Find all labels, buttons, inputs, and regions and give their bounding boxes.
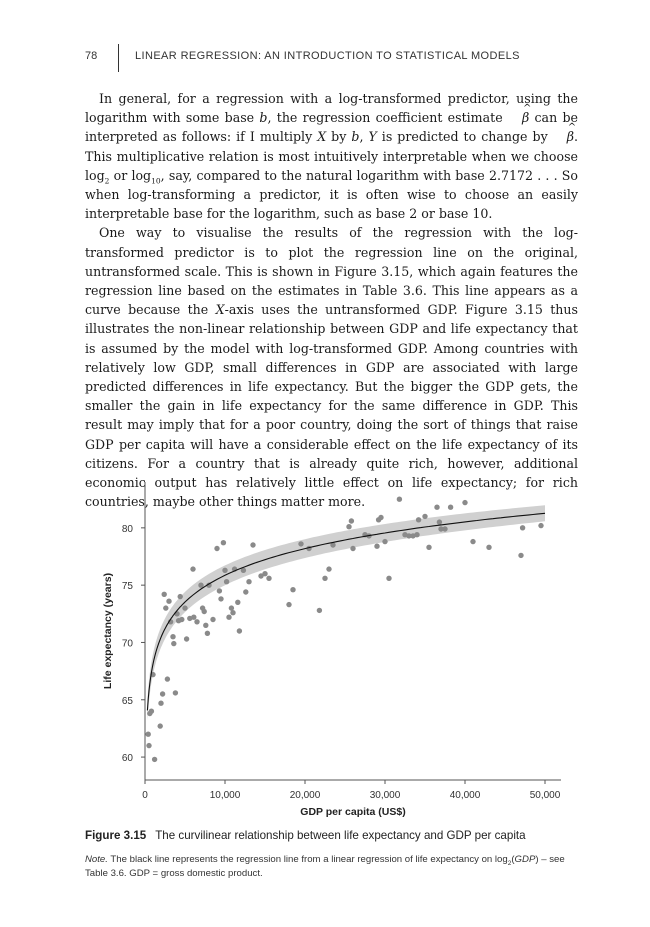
- var-y: Y: [368, 129, 377, 145]
- text-run: (: [511, 854, 515, 865]
- data-point: [178, 594, 183, 599]
- data-point: [162, 592, 167, 597]
- text-run: is predicted to change by: [376, 129, 553, 145]
- subscript: 2: [507, 859, 512, 867]
- x-tick-label: 0: [142, 790, 148, 801]
- header-divider: [118, 44, 119, 72]
- data-point: [246, 579, 251, 584]
- data-point: [317, 608, 322, 613]
- data-point: [520, 525, 525, 530]
- scatter-chart: [96, 476, 576, 822]
- data-point: [222, 568, 227, 573]
- data-point: [442, 526, 447, 531]
- var-x: X: [317, 129, 327, 145]
- data-point: [229, 605, 234, 610]
- x-tick-label: 40,000: [449, 790, 481, 801]
- data-point: [448, 505, 453, 510]
- confidence-band: [147, 505, 545, 720]
- data-point: [170, 634, 175, 639]
- data-point: [346, 524, 351, 529]
- paragraph-1: [85, 89, 578, 223]
- data-point: [422, 514, 427, 519]
- data-point: [518, 553, 523, 558]
- y-tick-label: 60: [121, 753, 133, 765]
- data-point: [349, 518, 354, 523]
- text-run: can be interpreted as follows: if I multiply: [85, 110, 578, 145]
- figure-note: [85, 853, 565, 881]
- data-point: [226, 615, 231, 620]
- y-tick-label: 80: [121, 523, 133, 535]
- beta-hat: ^ β: [553, 127, 574, 146]
- plot-layer: [102, 482, 561, 818]
- data-point: [173, 690, 178, 695]
- data-point: [146, 743, 151, 748]
- running-header: [85, 44, 585, 72]
- var-gdp: GDP: [514, 854, 536, 865]
- data-point: [190, 566, 195, 571]
- data-point: [191, 615, 196, 620]
- text-run: ,: [359, 129, 369, 145]
- data-point: [214, 546, 219, 551]
- data-point: [205, 631, 210, 636]
- var-b: b: [351, 129, 360, 145]
- data-point: [158, 723, 163, 728]
- text-run: In general, for a regression with a log-transformed predictor, using the logarithm with some base: [85, 91, 578, 126]
- text-run: , the regression coefficient estimate: [267, 110, 508, 126]
- data-point: [235, 600, 240, 605]
- data-point: [158, 701, 163, 706]
- y-tick-label: 70: [121, 638, 133, 650]
- data-point: [382, 539, 387, 544]
- x-tick-label: 30,000: [369, 790, 401, 801]
- text-run: or log: [109, 167, 152, 183]
- data-point: [397, 497, 402, 502]
- data-point: [171, 641, 176, 646]
- data-point: [462, 500, 467, 505]
- data-point: [160, 691, 165, 696]
- data-point: [250, 542, 255, 547]
- data-point: [165, 676, 170, 681]
- data-point: [182, 605, 187, 610]
- data-point: [414, 532, 419, 537]
- x-tick-label: 10,000: [209, 790, 241, 801]
- data-point: [434, 505, 439, 510]
- var-b: b: [259, 110, 268, 126]
- data-point: [486, 545, 491, 550]
- data-point: [194, 619, 199, 624]
- data-point: [266, 576, 271, 581]
- data-point: [221, 540, 226, 545]
- text-run: . This multiplicative relation is most intuitively interpretable when we choose log: [85, 129, 578, 183]
- y-axis-label: Life expectancy (years): [102, 572, 114, 690]
- figure-caption: [85, 829, 585, 842]
- data-point: [202, 609, 207, 614]
- text-run: , say, compared to the natural logarithm with base 2.7172 . . . So when log-transforming a predictor, it is often wise to choose an easily interpretable base for the logarithm, such as base 2 or base 10.: [85, 167, 578, 222]
- data-point: [166, 599, 171, 604]
- data-point: [286, 602, 291, 607]
- data-point: [470, 539, 475, 544]
- data-point: [350, 546, 355, 551]
- caption-text: The curvilinear relationship between life expectancy and GDP per capita: [155, 829, 526, 842]
- data-point: [198, 583, 203, 588]
- data-point: [386, 576, 391, 581]
- data-point: [203, 623, 208, 628]
- data-point: [243, 589, 248, 594]
- body-text: [85, 89, 578, 511]
- data-point: [326, 566, 331, 571]
- text-run: ) – see Table 3.6. GDP = gross domestic product.: [85, 854, 565, 879]
- data-point: [179, 617, 184, 622]
- data-point: [146, 732, 151, 737]
- data-point: [378, 515, 383, 520]
- running-title: LINEAR REGRESSION: AN INTRODUCTION TO STATISTICAL MODELS: [135, 50, 520, 62]
- data-point: [538, 523, 543, 528]
- var-x: X: [215, 302, 225, 318]
- data-point: [262, 571, 267, 576]
- data-point: [437, 519, 442, 524]
- data-point: [290, 587, 295, 592]
- text-run: by: [326, 129, 352, 145]
- subscript: 2: [104, 176, 110, 186]
- beta-hat: ^ β: [508, 108, 529, 127]
- text-run: -axis uses the untransformed GDP. Figure 3.15 thus illustrates the non-linear relationship between GDP and life expectancy that is assumed by the model with log-transformed GDP. Among countries with relatively low GDP, small differences in GDP are associated with large predicted differences in life expectancy. But the bigger the GDP gets, the smaller the gain in life expectancy for the same difference in GDP. This result may imply that for a poor country, doing the sort of things that raise GDP per capita will have a considerable effect on the life expectancy of its citizens. For a country that is already quite rich, however, additional economic output has relatively little effect on life expectancy; for rich countries, maybe other things matter more.: [85, 302, 578, 510]
- data-point: [224, 579, 229, 584]
- subscript: 10: [151, 176, 161, 186]
- data-point: [298, 541, 303, 546]
- data-point: [163, 605, 168, 610]
- data-point: [218, 596, 223, 601]
- data-point: [217, 588, 222, 593]
- data-point: [237, 628, 242, 633]
- data-point: [210, 617, 215, 622]
- x-tick-label: 20,000: [289, 790, 321, 801]
- note-label: Note.: [85, 854, 108, 865]
- data-point: [184, 636, 189, 641]
- y-tick-label: 75: [121, 581, 133, 593]
- data-point: [426, 545, 431, 550]
- data-point: [152, 757, 157, 762]
- paragraph-2: [85, 223, 578, 511]
- text-run: One way to visualise the results of the regression with the log-transformed predictor is to plot the regression line on the original, untransformed scale. This is shown in Figure 3.15, which again features the regression line based on the estimates in Table 3.6. This line appears as a curve because the: [85, 225, 578, 318]
- text-run: The black line represents the regression line from a linear regression of life expectancy on log: [107, 854, 508, 865]
- figure-label: Figure 3.15: [85, 829, 147, 842]
- y-tick-label: 65: [121, 695, 133, 707]
- page-number: 78: [85, 50, 98, 62]
- data-point: [374, 544, 379, 549]
- x-axis-label: GDP per capita (US$): [300, 806, 406, 818]
- data-point: [322, 576, 327, 581]
- data-point: [230, 610, 235, 615]
- data-point: [149, 709, 154, 714]
- x-tick-label: 50,000: [529, 790, 561, 801]
- data-point: [416, 517, 421, 522]
